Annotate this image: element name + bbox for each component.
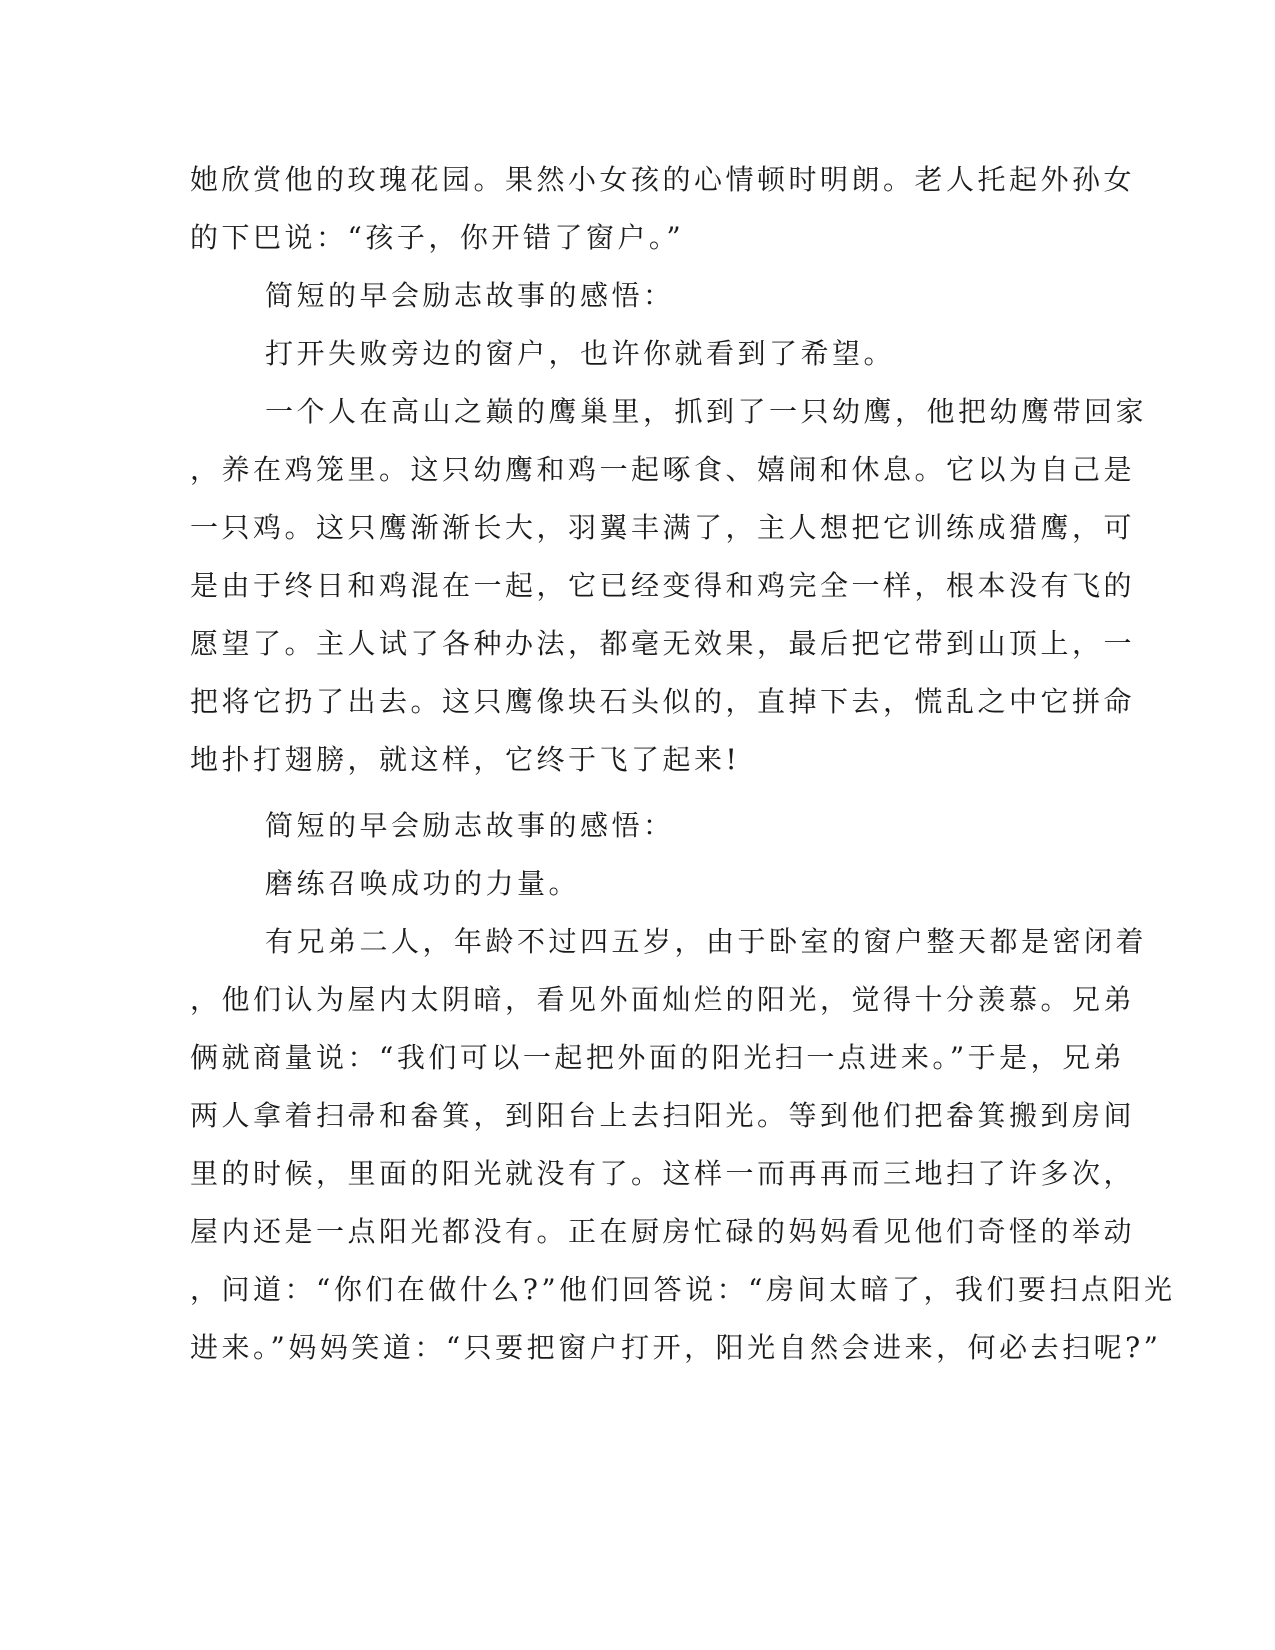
text-line: 她欣赏他的玫瑰花园。果然小女孩的心情顿时明朗。老人托起外孙女: [190, 163, 1136, 196]
text-line: 里的时候，里面的阳光就没有了。这样一而再再而三地扫了许多次，: [190, 1157, 1136, 1190]
text-line: 两人拿着扫帚和畚箕，到阳台上去扫阳光。等到他们把畚箕搬到房间: [190, 1099, 1136, 1132]
text-line: 进来。”妈妈笑道：“只要把窗户打开，阳光自然会进来，何必去扫呢?”: [190, 1331, 1162, 1364]
text-line: 把将它扔了出去。这只鹰像块石头似的，直掉下去，慌乱之中它拼命: [190, 685, 1136, 718]
text-line: 一只鸡。这只鹰渐渐长大，羽翼丰满了，主人想把它训练成猎鹰，可: [190, 511, 1136, 544]
text-line: ，问道：“你们在做什么?”他们回答说：“房间太暗了，我们要扫点阳光: [190, 1273, 1176, 1306]
text-line: 打开失败旁边的窗户，也许你就看到了希望。: [265, 337, 896, 370]
text-line: 是由于终日和鸡混在一起，它已经变得和鸡完全一样，根本没有飞的: [190, 569, 1136, 602]
text-line: 的下巴说：“孩子，你开错了窗户。”: [190, 221, 685, 254]
text-line: ，他们认为屋内太阴暗，看见外面灿烂的阳光，觉得十分羡慕。兄弟: [190, 983, 1136, 1016]
text-line: 地扑打翅膀，就这样，它终于飞了起来!: [190, 743, 741, 776]
section-heading: 简短的早会励志故事的感悟：: [265, 809, 675, 842]
text-line: 屋内还是一点阳光都没有。正在厨房忙碌的妈妈看见他们奇怪的举动: [190, 1215, 1136, 1248]
text-line: 磨练召唤成功的力量。: [265, 867, 581, 900]
text-line: 一个人在高山之巅的鹰巢里，抓到了一只幼鹰，他把幼鹰带回家: [265, 395, 1148, 428]
text-line: 愿望了。主人试了各种办法，都毫无效果，最后把它带到山顶上，一: [190, 627, 1136, 660]
text-line: 俩就商量说：“我们可以一起把外面的阳光扫一点进来。”于是，兄弟: [190, 1041, 1126, 1074]
text-line: 有兄弟二人，年龄不过四五岁，由于卧室的窗户整天都是密闭着: [265, 925, 1148, 958]
section-heading: 简短的早会励志故事的感悟：: [265, 279, 675, 312]
text-line: ，养在鸡笼里。这只幼鹰和鸡一起啄食、嬉闹和休息。它以为自己是: [190, 453, 1136, 486]
